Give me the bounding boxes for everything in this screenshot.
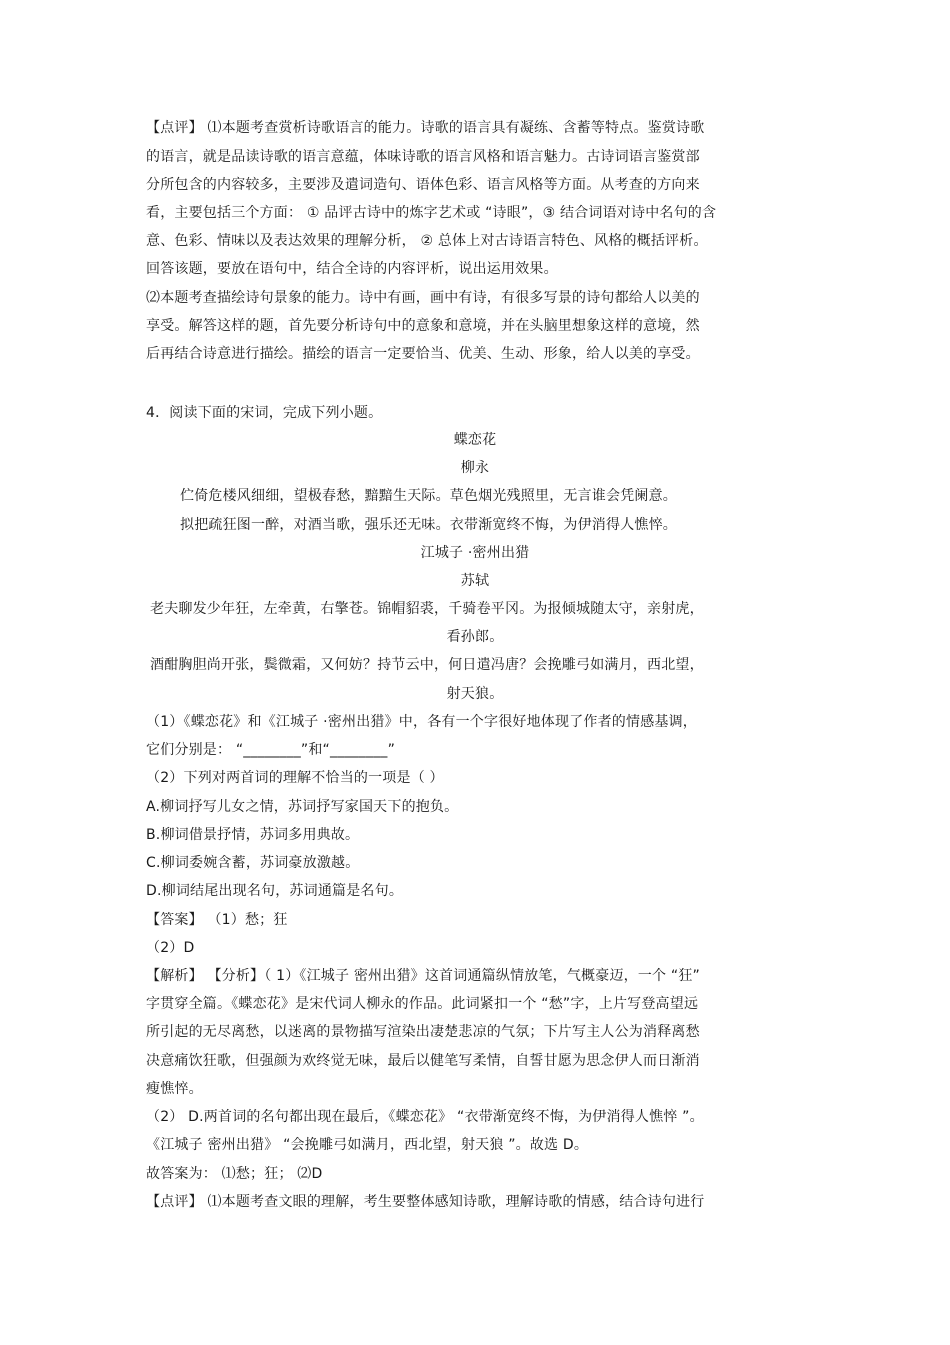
- poem-line: 拟把疏狂图一醉，对酒当歌，强乐还无味。衣带渐宽终不悔，为伊消得人憔悴。: [180, 517, 677, 533]
- poem-author: 苏轼: [460, 573, 490, 589]
- poem-line: 射天狼。: [446, 686, 504, 702]
- analysis-line: 字贯穿全篇。《蝶恋花》是宋代词人柳永的作品。此词紧扣一个 “愁”字，上片写登高望远: [146, 996, 699, 1012]
- analysis-line: （2） D.两首词的名句都出现在最后，《蝶恋花》 “衣带渐宽终不悔，为伊消得人憔悴 ”。: [146, 1109, 704, 1125]
- analysis-line: 故答案为： ⑴愁；狂； ⑵D: [146, 1166, 323, 1182]
- sub-question-2: （2）下列对两首词的理解不恰当的一项是（ ）: [146, 770, 444, 786]
- analysis-line: 【解析】 【分析】（ 1）《江城子 密州出猎》这首词通篇纵情放笔，气概豪迈，一个 “狂”: [146, 968, 701, 984]
- comment-line: 分所包含的内容较多，主要涉及遣词造句、语体色彩、语言风格等方面。从考查的方向来: [146, 177, 700, 193]
- poem-title: 江城子 ·密州出猎: [420, 545, 530, 561]
- final-comment-line: 【点评】 ⑴本题考查文眼的理解，考生要整体感知诗歌，理解诗歌的情感，结合诗句进行: [146, 1194, 705, 1210]
- comment-line: 享受。解答这样的题，首先要分析诗句中的意象和意境，并在头脑里想象这样的意境，然: [146, 318, 700, 334]
- option-d: D.柳词结尾出现名句，苏词通篇是名句。: [146, 883, 404, 899]
- comment-line: 看，主要包括三个方面： ① 品评古诗中的炼字艺术或 “诗眼”，③ 结合词语对诗中名句的含: [146, 205, 717, 221]
- option-b: B.柳词借景抒情，苏词多用典故。: [146, 827, 360, 843]
- analysis-line: 瘦憔悴。: [146, 1081, 203, 1097]
- answer-line: （2）D: [146, 940, 195, 956]
- comment-line: 【点评】 ⑴本题考查赏析诗歌语言的能力。诗歌的语言具有凝练、含蓄等特点。鉴赏诗歌: [146, 120, 705, 136]
- poem-author: 柳永: [460, 460, 490, 476]
- option-a: A.柳词抒写儿女之情，苏词抒写家国天下的抱负。: [146, 799, 459, 815]
- option-c: C.柳词委婉含蓄，苏词豪放激越。: [146, 855, 360, 871]
- comment-line: 的语言，就是品读诗歌的语言意蕴，体味诗歌的语言风格和语言魅力。古诗词语言鉴赏部: [146, 149, 700, 165]
- analysis-line: 《江城子 密州出猎》 “会挽雕弓如满月，西北望，射天狼 ”。故选 D。: [146, 1137, 589, 1153]
- analysis-line: 决意痛饮狂歌，但强颜为欢终觉无味，最后以健笔写柔情，自誓甘愿为思念伊人而日渐消: [146, 1053, 700, 1069]
- answer-line: 【答案】 （1）愁；狂: [146, 912, 288, 928]
- sub-question-1: （1）《蝶恋花》和《江城子 ·密州出猎》中，各有一个字很好地体现了作者的情感基调，: [146, 714, 698, 730]
- analysis-line: 所引起的无尽离愁，以迷离的景物描写渲染出凄楚悲凉的气氛；下片写主人公为消释离愁: [146, 1024, 700, 1040]
- poem-line: 酒酣胸胆尚开张，鬓微霜，又何妨？持节云中，何日遣冯唐？会挽雕弓如满月，西北望，: [150, 657, 704, 673]
- poem-line: 伫倚危楼风细细，望极春愁，黯黯生天际。草色烟光残照里，无言谁会凭阑意。: [180, 488, 677, 504]
- comment-line: 意、色彩、情味以及表达效果的理解分析， ② 总体上对古诗语言特色、风格的概括评析。: [146, 233, 708, 249]
- poem-line: 老夫聊发少年狂，左牵黄，右擎苍。锦帽貂裘，千骑卷平冈。为报倾城随太守，亲射虎，: [150, 601, 704, 617]
- poem-line: 看孙郎。: [446, 629, 504, 645]
- question-heading: 4．阅读下面的宋词，完成下列小题。: [146, 405, 383, 421]
- comment-line: 回答该题，要放在语句中，结合全诗的内容评析，说出运用效果。: [146, 261, 558, 277]
- comment-line: ⑵本题考查描绘诗句景象的能力。诗中有画，画中有诗，有很多写景的诗句都给人以美的: [146, 290, 700, 306]
- poem-title: 蝶恋花: [453, 432, 497, 448]
- sub-question-1-blanks: 它们分别是： “________”和“________”: [146, 742, 396, 758]
- comment-line: 后再结合诗意进行描绘。描绘的语言一定要恰当、优美、生动、形象，给人以美的享受。: [146, 346, 700, 362]
